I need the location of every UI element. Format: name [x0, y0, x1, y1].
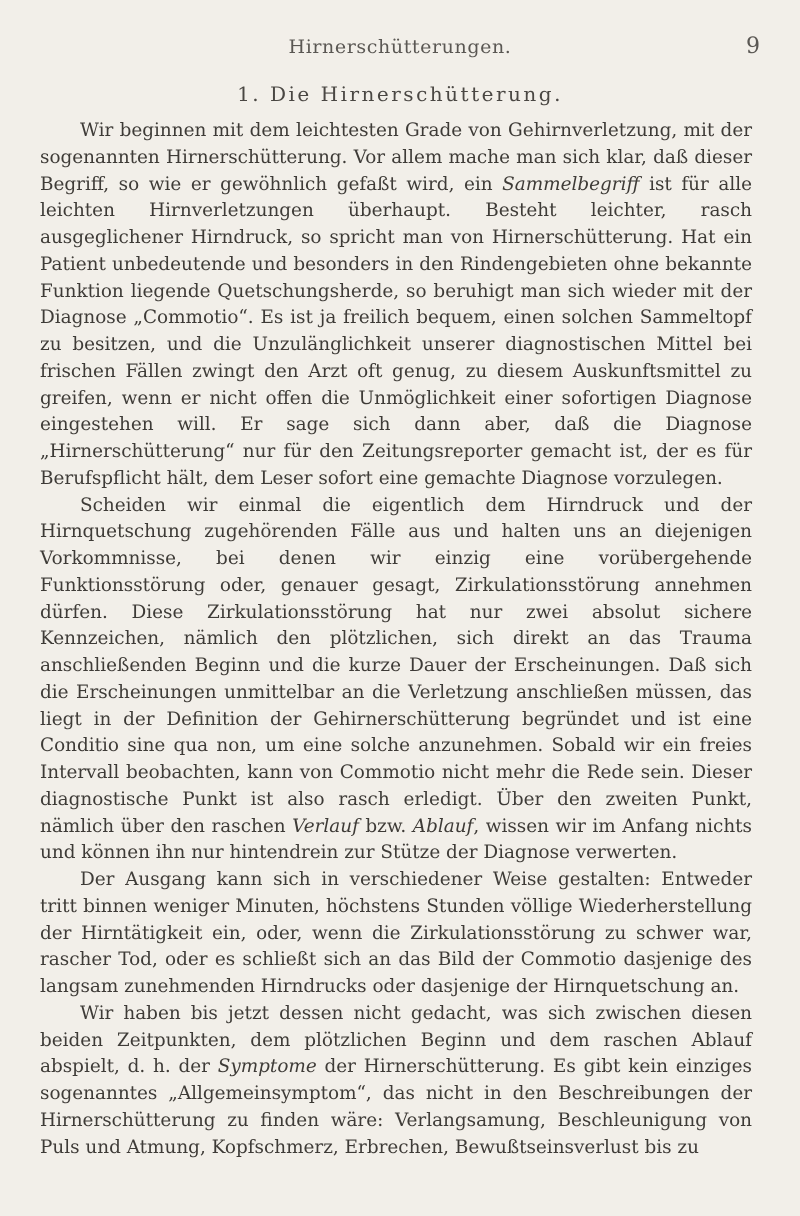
- italic-term: Sammelbegriff: [502, 173, 640, 195]
- text-run: der Hirnerschütterung. Es gibt kein einziges sogenanntes „Allgemeinsymptom“, das nicht in den Beschreibungen der Hirnerschütterung zu finden wäre: Verlangsamung, Beschleunigung von Puls und Atmung, Kopfschmerz, Erbrechen, Bewußtseinsverlust bis zu: [40, 1056, 752, 1158]
- paragraph-4: [40, 1001, 752, 1162]
- text-run: Wir beginnen mit dem leichtesten Grade von Gehirnverletzung, mit der sogenannten Hirnerschütterung. Vor allem mache man sich klar, daß dieser Begriff, so wie er gewöhnlich gefaßt wird, ein: [40, 120, 752, 195]
- paragraph-3: [40, 867, 752, 1001]
- text-run: Wir haben bis jetzt dessen nicht gedacht, was sich zwischen diesen beiden Zeitpunkten, dem plötzlichen Beginn und dem raschen Ablauf abspielt, d. h. der: [40, 1002, 752, 1078]
- running-title: Hirnerschütterungen.: [288, 36, 512, 58]
- text-run: bzw.: [358, 815, 413, 837]
- chapter-heading: 1. Die Hirnerschütterung.: [237, 82, 563, 106]
- paragraph-2: [40, 493, 752, 868]
- page-number: 9: [746, 34, 760, 59]
- running-head: [40, 36, 760, 62]
- italic-term: Verlauf: [292, 815, 359, 837]
- text-run: Scheiden wir einmal die eigentlich dem Hirndruck und der Hirnquetschung zugehörenden Fälle aus und halten uns an diejenigen Vorkommnisse, bei denen wir einzig eine vorübergehende Funktionsstörung oder, genauer gesagt, Zirkulationsstörung annehmen dürfen. Diese Zirkulationsstörung hat nur zwei absolut sichere Kennzeichen, nämlich den plötzlichen, sich direkt an das Trauma anschließenden Beginn und die kurze Dauer der Erscheinungen. Daß sich die Erscheinungen unmittelbar an die Verletzung anschließen müssen, das liegt in der Definition der Gehirnerschütterung begründet und ist eine Conditio sine qua non, um eine solche anzunehmen. Sobald wir ein freies Intervall beobachten, kann von Commotio nicht mehr die Rede sein. Dieser diagnostische Punkt ist also rasch erledigt. Über den zweiten Punkt, nämlich über den raschen: [40, 494, 752, 837]
- paragraph-1: [40, 118, 752, 493]
- italic-term: Symptome: [217, 1056, 317, 1078]
- body-text: [40, 118, 752, 1161]
- italic-term: Ablauf: [412, 815, 474, 837]
- text-run: ist für alle leichten Hirnverletzungen überhaupt. Besteht leichter, rasch ausgeglichener Hirndruck, so spricht man von Hirnerschütterung. Hat ein Patient unbedeutende und besonders in den Rindengebieten ohne bekannte Funktion liegende Quetschungsherde, so beruhigt man sich wieder mit der Diagnose „Commotio“. Es ist ja freilich bequem, einen solchen Sammeltopf zu besitzen, und die Unzulänglichkeit unserer diagnostischen Mittel bei frischen Fällen zwingt den Arzt oft genug, zu diesem Auskunftsmittel zu greifen, wenn er nicht offen die Unmöglichkeit einer sofortigen Diagnose eingestehen will. Er sage sich dann aber, daß die Diagnose „Hirnerschütterung“ nur für den Zeitungsreporter gemacht ist, der es für Berufspflicht hält, dem Leser sofort eine gemachte Diagnose vorzulegen.: [40, 173, 752, 489]
- text-run: , wissen wir im Anfang nichts und können ihn nur hintendrein zur Stütze der Diagnose verwerten.: [40, 815, 752, 864]
- text-run: Der Ausgang kann sich in verschiedener Weise gestalten: Entweder tritt binnen weniger Minuten, höchstens Stunden völlige Wiederherstellung der Hirntätigkeit ein, oder, wenn die Zirkulationsstörung zu schwer war, rascher Tod, oder es schließt sich an das Bild der Commotio dasjenige des langsam zunehmenden Hirndrucks oder dasjenige der Hirnquetschung an.: [40, 869, 752, 997]
